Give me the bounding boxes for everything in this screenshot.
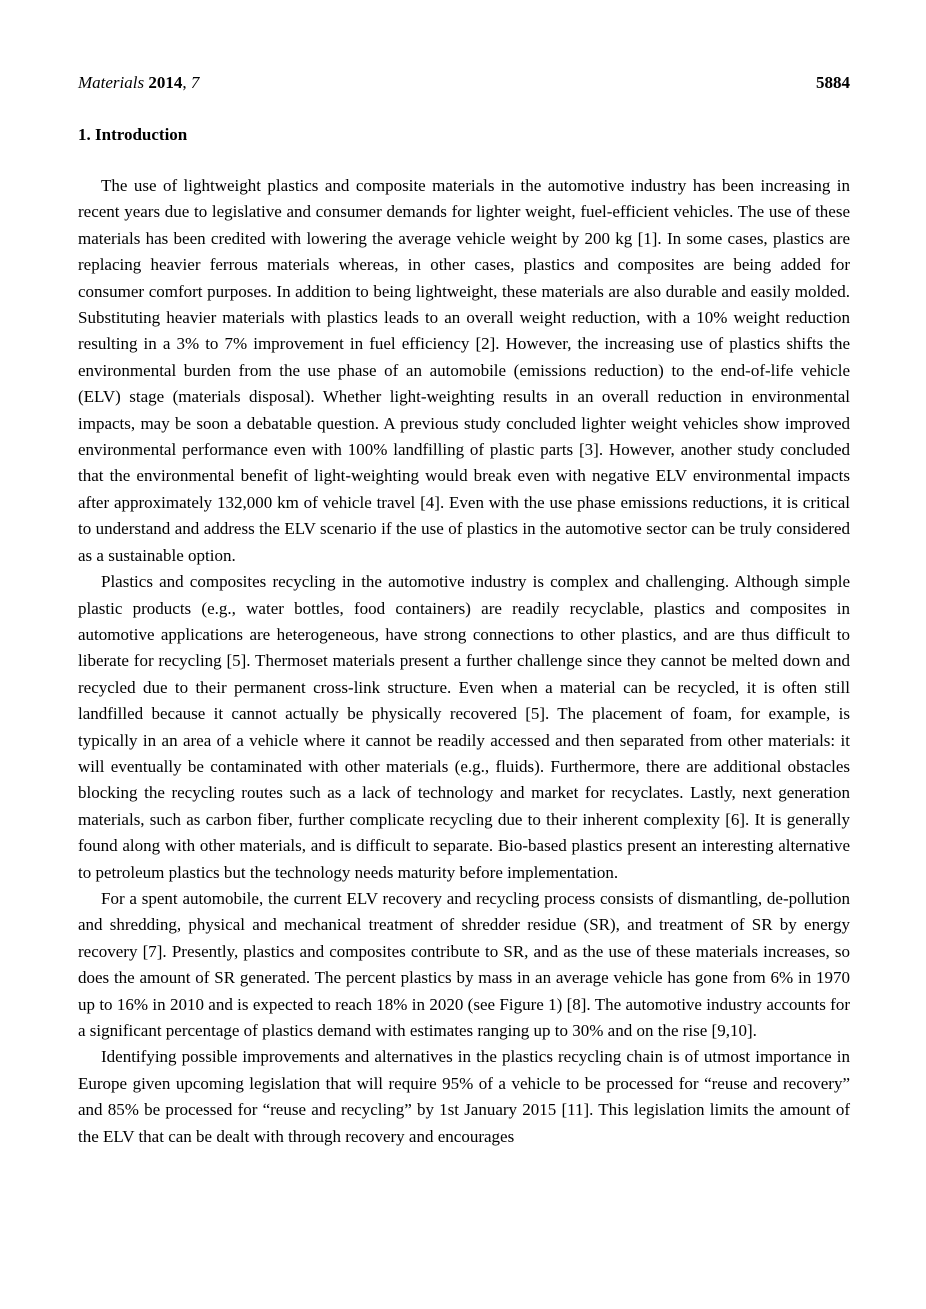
- journal-volume: 7: [190, 73, 200, 92]
- paragraph-2: Plastics and composites recycling in the automotive industry is complex and challenging. Although simple plastic products (e.g., water bottles, food containers) are readily recyclable, plastics and composites in automotive applications are heterogeneous, have strong connections to other plastics, and are thus difficult to liberate for recycling [5]. Thermoset materials present a further challenge since they cannot be melted down and recycled due to their permanent cross-link structure. Even when a material can be recycled, it is often still landfilled because it cannot actually be physically recovered [5]. The placement of foam, for example, is typically in an area of a vehicle where it cannot be readily accessed and then separated from other materials: it will eventually be contaminated with other materials (e.g., fluids). Furthermore, there are additional obstacles blocking the recycling routes such as a lack of technology and market for recyclates. Lastly, next generation materials, such as carbon fiber, further complicate recycling due to their inherent complexity [6]. It is generally found along with other materials, and is difficult to separate. Bio-based plastics present an interesting alternative to petroleum plastics but the technology needs maturity before implementation.: [78, 572, 850, 882]
- page-number: 5884: [816, 73, 850, 92]
- page: [78, 72, 850, 1150]
- paragraph-1: The use of lightweight plastics and composite materials in the automotive industry has been increasing in recent years due to legislative and consumer demands for lighter weight, fuel-efficient vehicles. The use of these materials has been credited with lowering the average vehicle weight by 200 kg [1]. In some cases, plastics are replacing heavier ferrous materials whereas, in other cases, plastics and composites are being added for consumer comfort purposes. In addition to being lightweight, these materials are also durable and easily molded. Substituting heavier materials with plastics leads to an overall weight reduction, with a 10% weight reduction resulting in a 3% to 7% improvement in fuel efficiency [2]. However, the increasing use of plastics shifts the environmental burden from the use phase of an automobile (emissions reduction) to the end-of-life vehicle (ELV) stage (materials disposal). Whether light-weighting results in an overall reduction in environmental impacts, may be soon a debatable question. A previous study concluded lighter weight vehicles show improved environmental performance even with 100% landfilling of plastic parts [3]. However, another study concluded that the environmental benefit of light-weighting would break even with negative ELV environmental impacts after approximately 132,000 km of vehicle travel [4]. Even with the use phase emissions reductions, it is critical to understand and address the ELV scenario if the use of plastics in the automotive sector can be truly considered as a sustainable option.: [78, 176, 850, 565]
- paragraph-3: For a spent automobile, the current ELV recovery and recycling process consists of dismantling, de-pollution and shredding, physical and mechanical treatment of shredder residue (SR), and treatment of SR by energy recovery [7]. Presently, plastics and composites contribute to SR, and as the use of these materials increases, so does the amount of SR generated. The percent plastics by mass in an average vehicle has gone from 6% in 1970 up to 16% in 2010 and is expected to reach 18% in 2020 (see Figure 1) [8]. The automotive industry accounts for a significant percentage of plastics demand with estimates ranging up to 30% and on the rise [9,10].: [78, 888, 850, 1040]
- section-heading: 1. Introduction: [78, 125, 188, 144]
- paragraph-4: Identifying possible improvements and alternatives in the plastics recycling chain is of utmost importance in Europe given upcoming legislation that will require 95% of a vehicle to be processed for “reuse and recovery” and 85% be processed for “reuse and recycling” by 1st January 2015 [11]. This legislation limits the amount of the ELV that can be dealt with through recovery and encourages: [78, 1047, 850, 1146]
- journal-year: 2014: [148, 73, 183, 92]
- journal-citation: Materials 2014, 7: [78, 73, 200, 92]
- journal-name: Materials: [78, 73, 145, 92]
- running-header: [78, 72, 850, 94]
